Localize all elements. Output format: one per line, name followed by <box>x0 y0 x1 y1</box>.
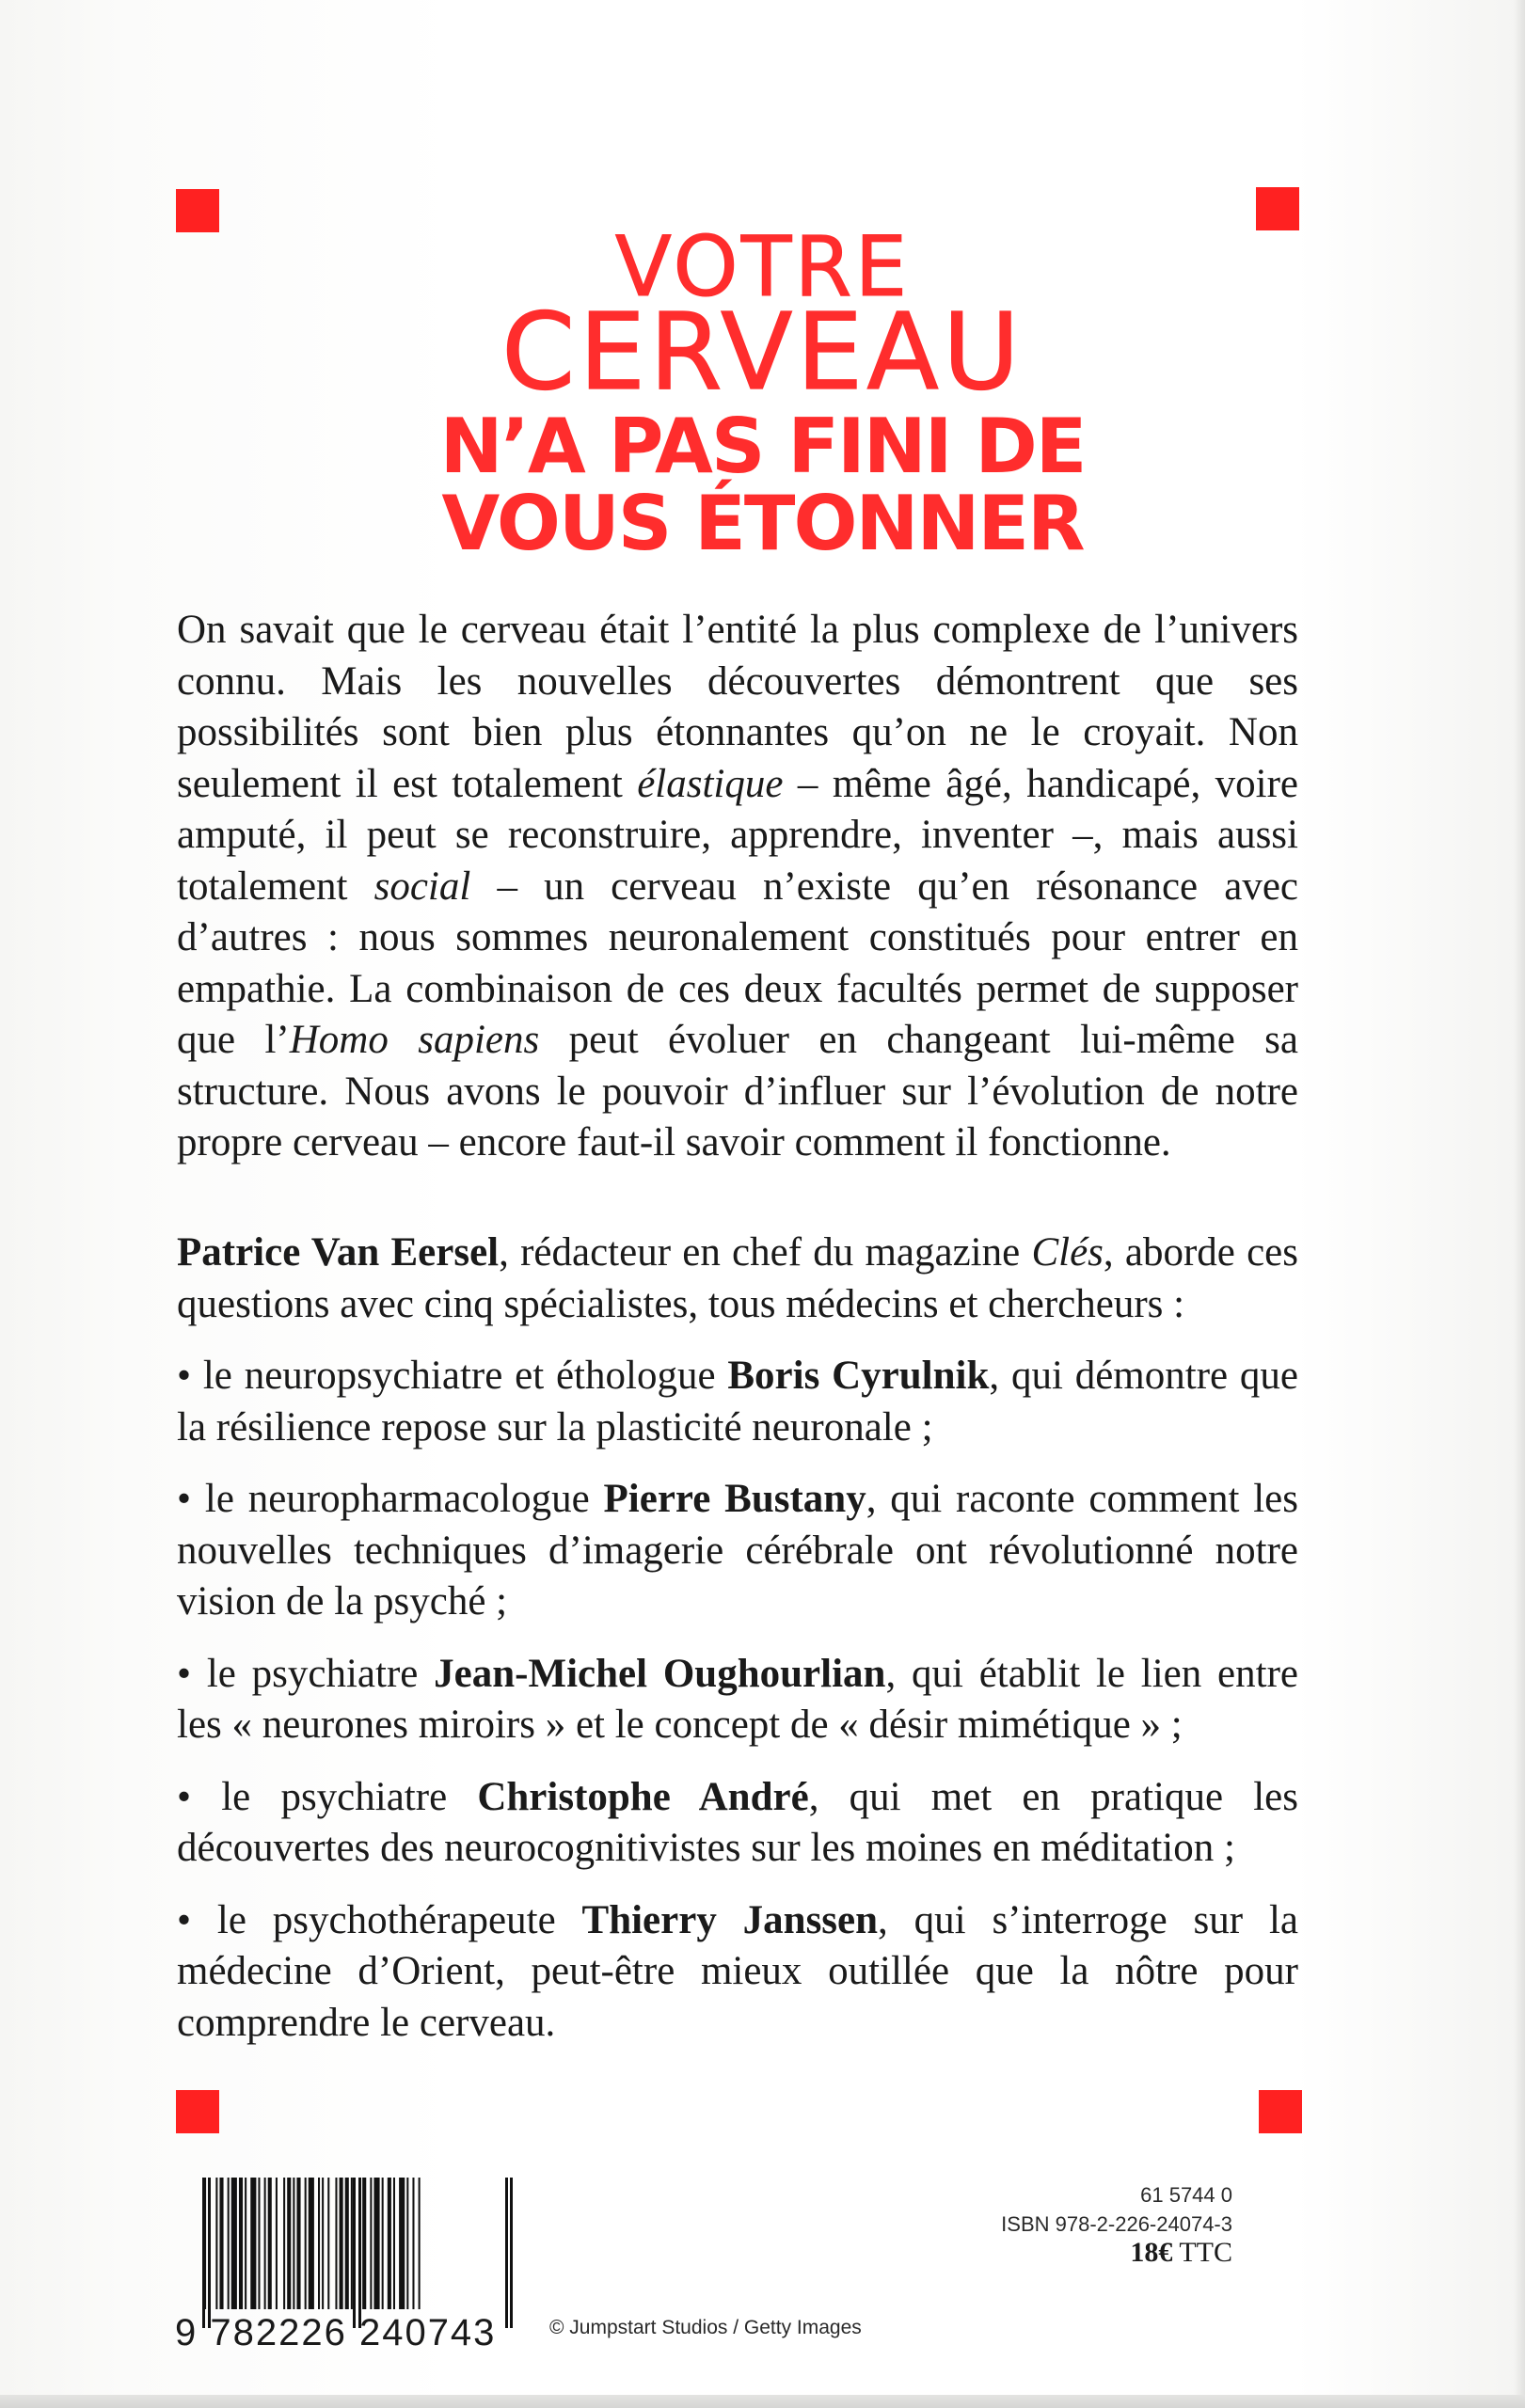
specialist-name: Boris Cyrulnik <box>727 1354 990 1398</box>
isbn: ISBN 978-2-226-24074-3 <box>1001 2212 1232 2236</box>
scan-bottom-edge <box>0 2395 1525 2408</box>
intro-part-1: On savait que le cerveau était l’entité la plus complexe de l’univers connu. Mais les nouvelles découvertes démontrent que ses possibilités sont bien plus étonnantes qu’on ne le croyait. Non seulement il est totalement <box>177 608 1298 806</box>
intro-emphasis-elastique: élastique <box>637 761 784 806</box>
author-intro-paragraph <box>177 1228 1298 1330</box>
specialist-prefix: • le psychiatre <box>177 1774 478 1819</box>
specialist-prefix: • le psychiatre <box>177 1651 435 1696</box>
specialist-prefix: • le neuropharmacologue <box>177 1477 604 1521</box>
specialist-name: Thierry Janssen <box>581 1897 879 1942</box>
headline-line-1: VOTRE <box>614 218 911 315</box>
specialist-name: Christophe André <box>477 1774 809 1819</box>
specialist-suffix: , qui démontre que la résilience repose sur la plasticité neuronale ; <box>177 1354 1299 1450</box>
red-square-bottom-left <box>176 2090 219 2133</box>
price-suffix: TTC <box>1172 2237 1232 2268</box>
specialist-prefix: • le psychothérapeute <box>177 1897 582 1942</box>
barcode-digits: 9 782226 240743 <box>175 2312 497 2353</box>
price-amount: 18€ <box>1130 2237 1173 2268</box>
intro-part-2: – même âgé, handicapé, voire amputé, il peut se reconstruire, apprendre, inventer –, mais aussi totalement <box>177 761 1298 909</box>
specialist-item <box>177 1474 1298 1628</box>
blurb-intro-paragraph <box>177 605 1298 1169</box>
price <box>950 2237 1232 2269</box>
intro-emphasis-homo-sapiens: Homo sapiens <box>289 1018 540 1062</box>
author-intro-text-2: , aborde ces questions avec cinq spécialistes, tous médecins et chercheurs : <box>177 1230 1298 1326</box>
headline-line-4: VOUS ÉTONNER <box>441 480 1084 567</box>
author-name: Patrice Van Eersel <box>177 1230 500 1275</box>
specialist-item <box>177 1351 1298 1453</box>
intro-part-4: peut évoluer en changeant lui-même sa structure. Nous avons le pouvoir d’influer sur l’évolution de notre propre cerveau – encore faut-il savoir comment il fonctionne. <box>177 1018 1298 1164</box>
intro-part-3: – un cerveau n’existe qu’en résonance avec d’autres : nous sommes neuronalement constitués pour entrer en empathie. La combinaison de ces deux facultés permet de supposer que l’ <box>177 863 1298 1062</box>
magazine-name: Clés <box>1031 1230 1104 1275</box>
author-intro-text-1: , rédacteur en chef du magazine <box>499 1230 1032 1275</box>
specialist-item <box>177 1772 1298 1875</box>
specialist-name: Jean-Michel Oughourlian <box>434 1651 886 1696</box>
red-square-bottom-right <box>1259 2090 1302 2133</box>
blurb-authors <box>177 1228 1298 2069</box>
catalog-block <box>950 2180 1232 2239</box>
specialist-prefix: • le neuropsychiatre et éthologue <box>177 1354 728 1398</box>
specialist-suffix: , qui raconte comment les nouvelles techniques d’imagerie cérébrale ont révolutionné notre vision de la psyché ; <box>177 1477 1299 1624</box>
specialist-suffix: , qui s’interroge sur la médecine d’Orient, peut-être mieux outillée que la nôtre pour comprendre le cerveau. <box>177 1897 1298 2045</box>
headline-line-3: N’A PAS FINI DE <box>439 403 1086 490</box>
catalog-code: 61 5744 0 <box>1140 2183 1232 2207</box>
specialist-item <box>177 1649 1298 1751</box>
specialist-suffix: , qui établit le lien entre les « neurones miroirs » et le concept de « désir mimétique » ; <box>177 1651 1298 1747</box>
specialist-name: Pierre Bustany <box>603 1477 866 1521</box>
specialist-item <box>177 1895 1298 2050</box>
blurb-intro <box>177 605 1298 1169</box>
intro-emphasis-social: social <box>373 863 471 909</box>
photo-credit: © Jumpstart Studios / Getty Images <box>549 2317 862 2338</box>
headline-line-2: CERVEAU <box>501 292 1024 414</box>
specialist-suffix: , qui met en pratique les découvertes des neurocognitivistes sur les moines en méditation ; <box>177 1774 1299 1870</box>
